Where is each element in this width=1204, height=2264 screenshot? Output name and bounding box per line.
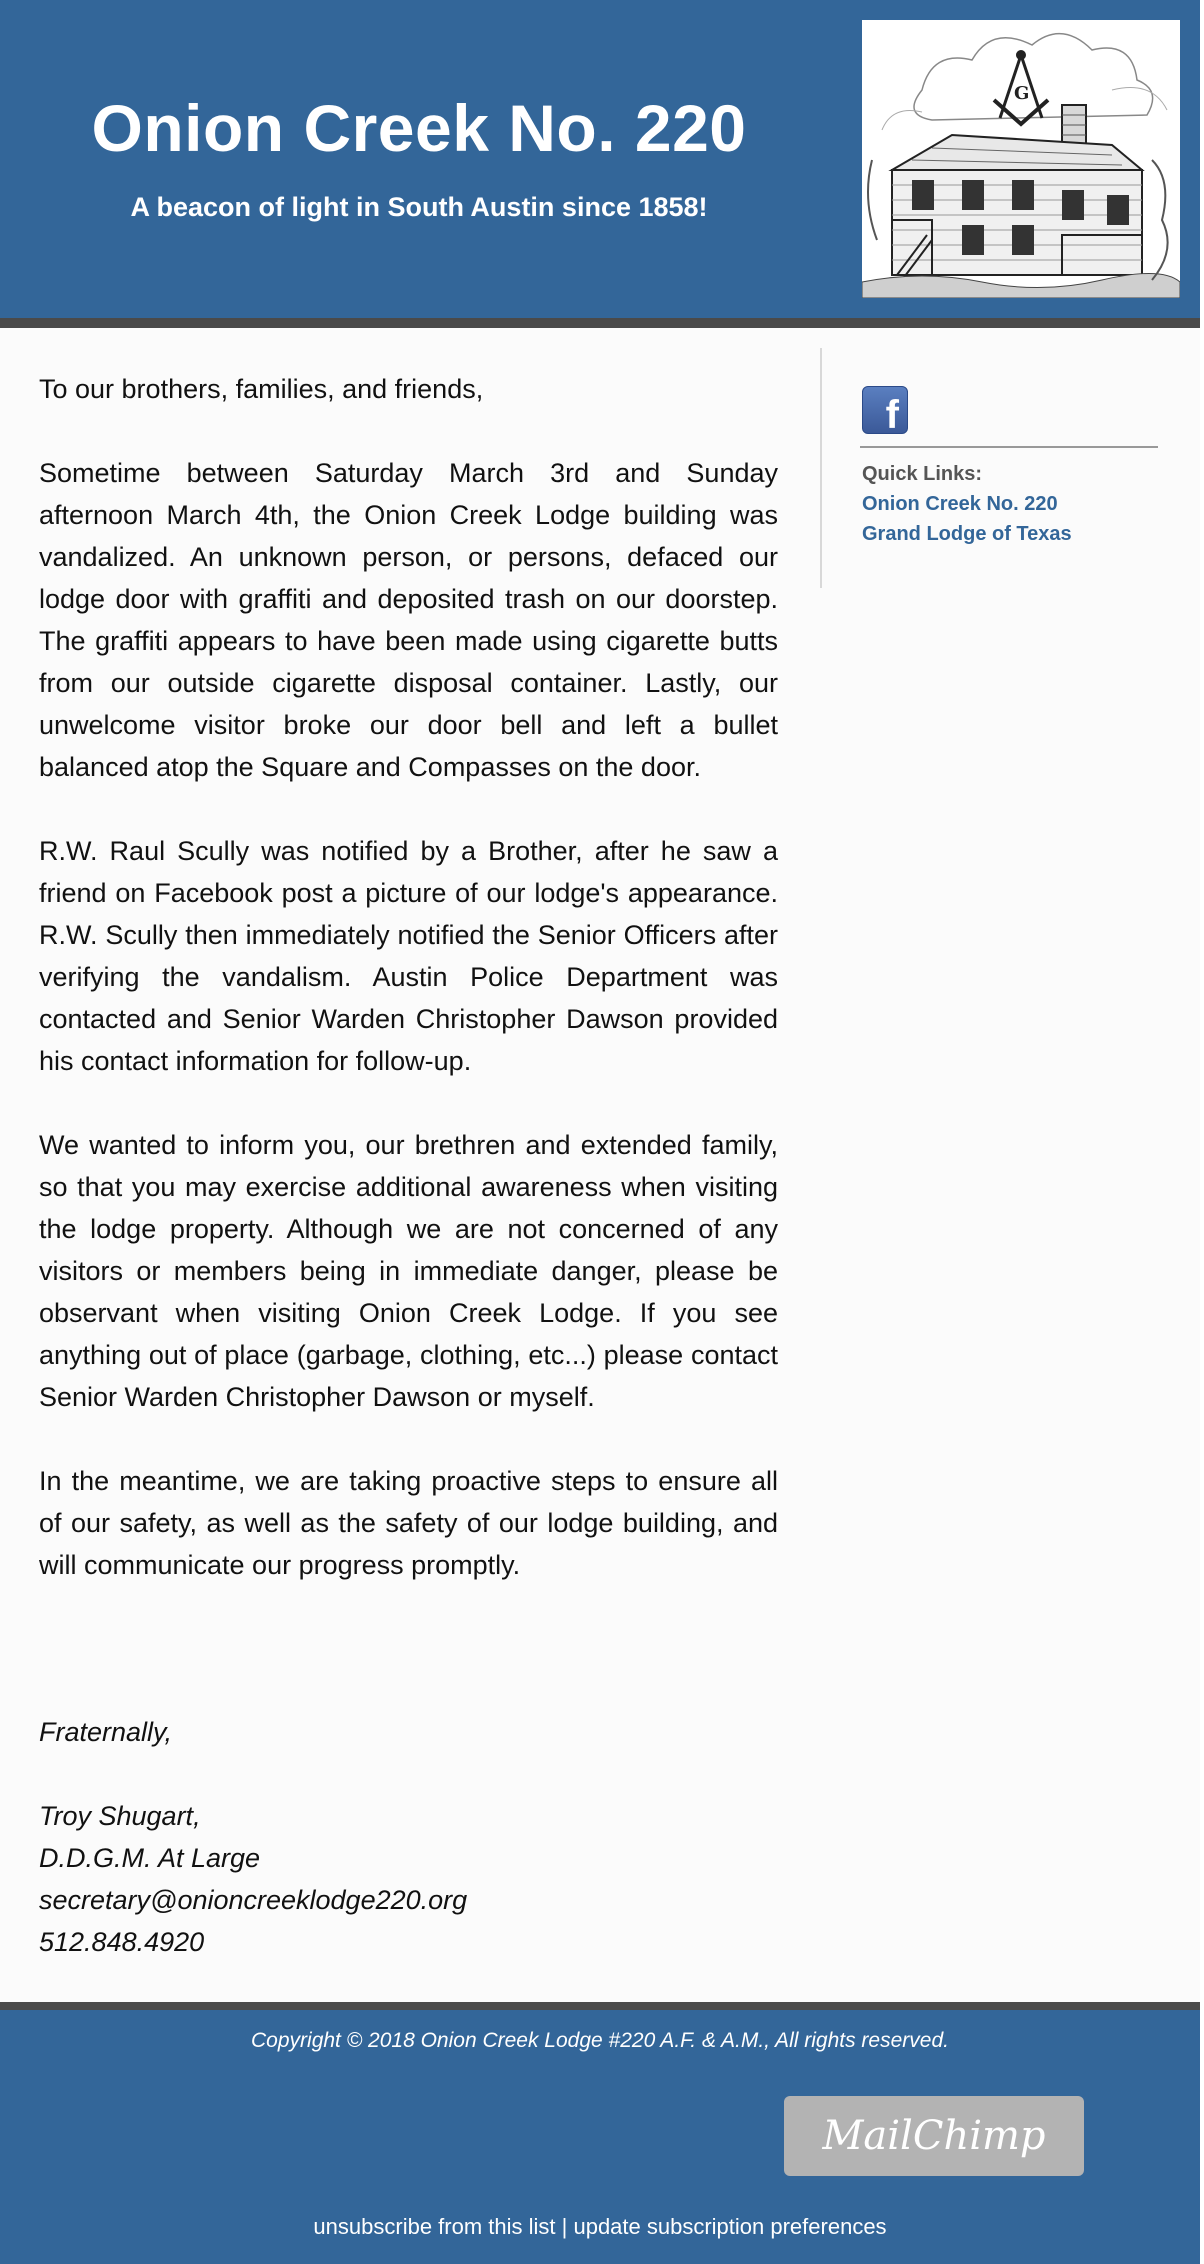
svg-text:G: G xyxy=(1014,83,1030,104)
quick-links-label: Quick Links: xyxy=(862,463,983,485)
right-edge-strip xyxy=(1200,0,1204,2264)
letter-paragraph-1: Sometime between Saturday March 3rd and Sunday afternoon March 4th, the Onion Creek Lodge building was vandalized. An unknown person, or persons, defaced our lodge door with graffiti and deposited trash on our doorstep. The graffiti appears to have been made using cigarette butts from our outside cigarette disposal container. Lastly, our unwelcome visitor broke our door bell and left a bullet balanced atop the Square and Compasses on the door. xyxy=(39,458,778,782)
sidebar-rule xyxy=(860,446,1158,448)
signature-block xyxy=(39,1711,467,1963)
quick-link-grand-lodge[interactable]: Grand Lodge of Texas xyxy=(862,523,1072,545)
site-tagline: A beacon of light in South Austin since 1858! xyxy=(130,192,708,222)
copyright-text: Copyright © 2018 Onion Creek Lodge #220 A.F. & A.M., All rights reserved. xyxy=(251,2029,949,2052)
header-divider-bar xyxy=(0,318,1200,328)
letter-paragraph-4: In the meantime, we are taking proactive steps to ensure all of our safety, as well as the safety of our lodge building, and will communicate our progress promptly. xyxy=(39,1466,778,1580)
closing-line: Fraternally, xyxy=(39,1717,173,1747)
footer-links xyxy=(0,2214,1200,2240)
signature-title: D.D.G.M. At Large xyxy=(39,1843,261,1873)
signature-spacer xyxy=(39,1753,467,1795)
letter-paragraph-3: We wanted to inform you, our brethren and extended family, so that you may exercise additional awareness when visiting the lodge property. Although we are not concerned of any visitors or members being in immediate danger, please be observant when visiting Onion Creek Lodge. If you see anything out of place (garbage, clothing, etc...) please contact Senior Warden Christopher Dawson or myself. xyxy=(39,1130,778,1412)
letter-body xyxy=(39,368,778,1628)
site-title: Onion Creek No. 220 xyxy=(91,91,747,165)
unsubscribe-link[interactable]: unsubscribe from this list xyxy=(313,2214,556,2239)
mailchimp-badge[interactable]: MailChimp xyxy=(784,2096,1084,2176)
signature-email: secretary@onioncreeklodge220.org xyxy=(39,1885,468,1915)
lodge-building-illustration-icon xyxy=(862,20,1180,298)
sidebar-divider xyxy=(820,348,822,588)
footer-link-separator: | xyxy=(555,2214,574,2239)
signature-phone: 512.848.4920 xyxy=(39,1927,205,1957)
letter-greeting: To our brothers, families, and friends, xyxy=(39,374,484,404)
signature-name: Troy Shugart, xyxy=(39,1801,201,1831)
letter-paragraph-2: R.W. Raul Scully was notified by a Brother, after he saw a friend on Facebook post a picture of our lodge's appearance. R.W. Scully then immediately notified the Senior Officers after verifying the vandalism. Austin Police Department was contacted and Senior Warden Christopher Dawson provided his contact information for follow-up. xyxy=(39,836,778,1076)
footer-divider-bar xyxy=(0,2002,1200,2010)
facebook-icon[interactable]: f xyxy=(862,386,908,434)
update-preferences-link[interactable]: update subscription preferences xyxy=(573,2214,887,2239)
quick-link-onion-creek[interactable]: Onion Creek No. 220 xyxy=(862,493,1058,515)
